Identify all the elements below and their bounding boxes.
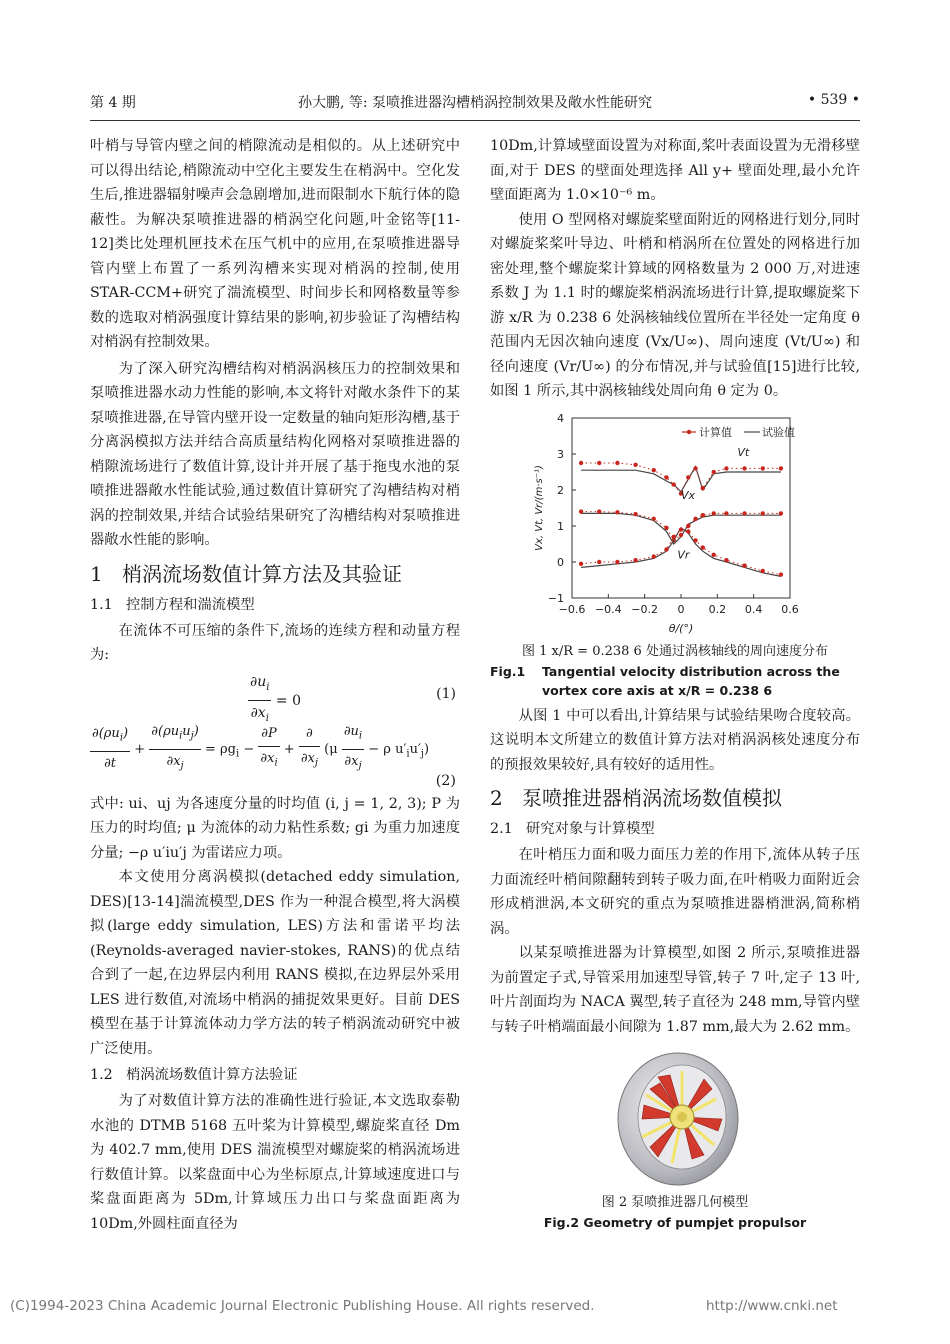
x-tick-label: −0.2 xyxy=(631,602,659,616)
x-tick-label: 0.6 xyxy=(781,602,799,616)
data-point-exp xyxy=(664,547,668,551)
x-tick-label: −0.4 xyxy=(594,602,622,616)
figure-1 xyxy=(490,410,860,638)
figure-1-caption: 图 1 x/R = 0.238 6 处通过涡核轴线的周向速度分布 xyxy=(522,643,828,659)
x-tick-label: 0.4 xyxy=(744,602,763,616)
data-point-exp xyxy=(672,482,676,486)
paragraph: 为了深入研究沟槽结构对梢涡涡核压力的控制效果和泵喷推进器水动力性能的影响,本文将针对敞水条件下的某泵喷推进器,在导管内壁开设一定数量的轴向矩形沟槽,基于分离涡模拟方法并结合高质量结构化网格对泵喷推进器的梢隙流场进行了数值计算,设计并开展了基于拖曳水池的泵喷推进器敞水性能试验,通过数值计算研究了沟槽结构对梢涡的控制效果,并结合试验结果研究了沟槽结构对泵喷推进器敞水性能的影响。 xyxy=(90,360,460,548)
figure-2 xyxy=(490,1049,860,1189)
pumpjet-propulsor-image xyxy=(490,1049,860,1189)
figure-2-caption-en: Fig.2 Geometry of pumpjet propulsor xyxy=(543,1215,807,1230)
y-tick-label: 1 xyxy=(557,519,564,533)
figure-2-caption: 图 2 泵喷推进器几何模型 xyxy=(601,1195,749,1210)
x-tick-label: 0.2 xyxy=(708,602,727,616)
data-point-exp xyxy=(693,516,697,520)
section-heading: 2 泵喷推进器梢涡流场数值模拟 xyxy=(490,786,782,810)
copyright-footer xyxy=(10,1298,838,1314)
paragraph: 以某泵喷推进器为计算模型,如图 2 所示,泵喷推进器为前置定子式,导管采用加速型导管,转子 7 叶,定子 13 叶,叶片剖面均为 NACA 翼型,转子直径为 248 mm,导管内壁与转子叶梢端面最小间隙为 1.87 mm,最大为 2.62 mm。 xyxy=(490,945,860,1035)
x-axis-label: θ/(°) xyxy=(668,621,694,635)
subsection-heading: 1.2 梢涡流场数值计算方法验证 xyxy=(90,1067,298,1083)
cnki-url: http://www.cnki.net xyxy=(706,1298,838,1314)
data-point-exp xyxy=(693,466,697,470)
paragraph: 从图 1 中可以看出,计算结果与试验结果吻合度较高。这说明本文所建立的数值计算方法对梢涡涡核处速度分布的预报效果较好,具有较好的适用性。 xyxy=(490,707,860,773)
page-header xyxy=(90,92,860,116)
subsection-heading: 1.1 控制方程和湍流模型 xyxy=(90,596,255,613)
series-label: Vx xyxy=(681,488,696,502)
paragraph: 叶梢与导管内壁之间的梢隙流动是相似的。从上述研究中可以得出结论,梢隙流动中空化主要发生在梢涡中。空化发生后,推进器辐射噪声会急剧增加,进而限制水下航行体的隐蔽性。为解决泵喷推进器的梢涡空化问题,叶金铭等[11-12]类比处理机匣技术在压气机中的应用,在泵喷推进器导管内壁上布置了一系列沟槽来实现对梢涡的控制,使用 STAR-CCM+研究了湍流模型、时间步长和网格数量等参数的选取对梢涡强度计算结果的影响,初步验证了沟槽结构对梢涡有控制效果。 xyxy=(90,138,460,350)
equation-number: (2) xyxy=(435,772,456,789)
data-point-exp xyxy=(686,475,690,479)
paragraph: 为了对数值计算方法的准确性进行验证,本文选取泰勒水池的 DTMB 5168 五叶桨为计算模型,螺旋桨直径 Dm 为 402.7 mm,使用 DES 湍流模型对螺旋桨的梢涡流场进行数值计算。以桨盘面中心为坐标原点,计算域速度进口与桨盘面距离为 5Dm,计算域压力出口与桨盘面距离为 10Dm,外圆柱面直径为 xyxy=(90,1093,460,1232)
copyright-text: (C)1994-2023 China Academic Journal Electronic Publishing House. All rights reserved. xyxy=(10,1298,595,1314)
y-axis-label: Vx, Vt, Vr/(m·s⁻¹) xyxy=(534,464,545,551)
x-tick-label: 0 xyxy=(677,602,685,616)
header-rule xyxy=(90,120,860,121)
running-title: 孙大鹏, 等: 泵喷推进器沟槽梢涡控制效果及敞水性能研究 xyxy=(297,95,653,111)
equation-momentum: $\frac{\partial(\rho u_i)}{\partial t}$ + $\frac{\partial(\rho u_iu_j)}{\partial x_j}$ = $\rho g_i$ − $\frac{\partial P}{\partial x_i}$ + $\frac{\partial}{\partial x_j}$ (μ $\frac{\partial u_i}{\partial x_j}$ − ρ $u'_iu'_j$) xyxy=(90,718,460,770)
subsection-heading: 2.1 研究对象与计算模型 xyxy=(490,821,655,837)
data-point-exp xyxy=(701,513,705,517)
series-label: Vt xyxy=(737,445,750,459)
series-label: Vr xyxy=(677,547,690,561)
y-tick-label: 0 xyxy=(557,555,564,569)
page-number: • 539 • xyxy=(807,92,860,108)
legend-label-exp: 试验值 xyxy=(762,425,795,439)
legend-marker-calc xyxy=(687,429,691,433)
velocity-chart xyxy=(490,410,860,638)
data-point-exp xyxy=(724,558,728,562)
figure-1-caption-en: Fig.1 Tangential velocity distribution across the vortex core axis at x/R = 0.238 6 xyxy=(490,663,840,698)
y-tick-label: 4 xyxy=(557,411,564,425)
paragraph: 使用 O 型网格对螺旋桨壁面附近的网格进行划分,同时对螺旋桨桨叶导边、叶梢和梢涡所在位置处的网格进行加密处理,整个螺旋桨计算域的网格数量为 2 000 万,对进速系数 J 为 1.1 时的螺旋桨梢涡流场进行计算,提取螺旋桨下游 x/R 为 0.238 6 处涡核轴线位置所在半径处一定角度 θ 范围内无因次轴向速度 (Vx/U∞)、周向速度 (Vt/U∞) 和径向速度 (Vr/U∞) 的分布情况,并与试验值[15]进行比较,如图 1 所示,其中涡核轴线处周向角 θ 定为 0。 xyxy=(490,211,860,399)
y-tick-label: 2 xyxy=(557,483,564,497)
paragraph: 式中: ui、uj 为各速度分量的时均值 (i, j = 1, 2, 3); P 为压力的时均值; μ 为流体的动力粘性系数; gi 为重力加速度分量; −ρ u′iu′j 为雷诺应力项。 xyxy=(90,795,460,861)
paragraph: 10Dm,计算域壁面设置为对称面,桨叶表面设置为无滑移壁面,对于 DES 的壁面处理选择 All y+ 壁面处理,最小允许壁面距离为 1.0×10⁻⁶ m。 xyxy=(490,138,860,203)
paragraph: 本文使用分离涡模拟(detached eddy simulation, DES)[13-14]湍流模型,DES 作为一种混合模型,将大涡模拟(large eddy simulation, LES)方法和雷诺平均法(Reynolds-averaged navier-stokes, RANS)的优点结合到了一起,在边界层内利用 RANS 模拟,在边界层外采用 LES 进行数值,对流场中梢涡的捕捉效果更好。目前 DES 模型在基于计算流体动力学方法的转子梢涡流动研究中被广泛使用。 xyxy=(90,869,460,1057)
paragraph: 在叶梢压力面和吸力面压力差的作用下,流体从转子压力面流经叶梢间隙翻转到转子吸力面,在叶梢吸力面附近会形成梢泄涡,本文研究的重点为泵喷推进器梢泄涡,简称梢涡。 xyxy=(490,847,860,937)
paragraph: 在流体不可压缩的条件下,流场的连续方程和动量方程为: xyxy=(90,622,460,663)
left-column xyxy=(90,134,460,1236)
legend-label-calc: 计算值 xyxy=(699,425,732,439)
equation-continuity: $\frac{\partial u_i}{\partial x_i}$ = 0 (1) xyxy=(90,668,460,718)
data-point-exp xyxy=(712,552,716,556)
section-heading: 1 梢涡流场数值计算方法及其验证 xyxy=(90,561,402,586)
issue-number: 第 4 期 xyxy=(90,95,136,111)
x-tick-label: −0.6 xyxy=(558,602,586,616)
y-tick-label: −1 xyxy=(547,591,564,605)
y-tick-label: 3 xyxy=(557,447,564,461)
right-column xyxy=(490,134,860,1233)
